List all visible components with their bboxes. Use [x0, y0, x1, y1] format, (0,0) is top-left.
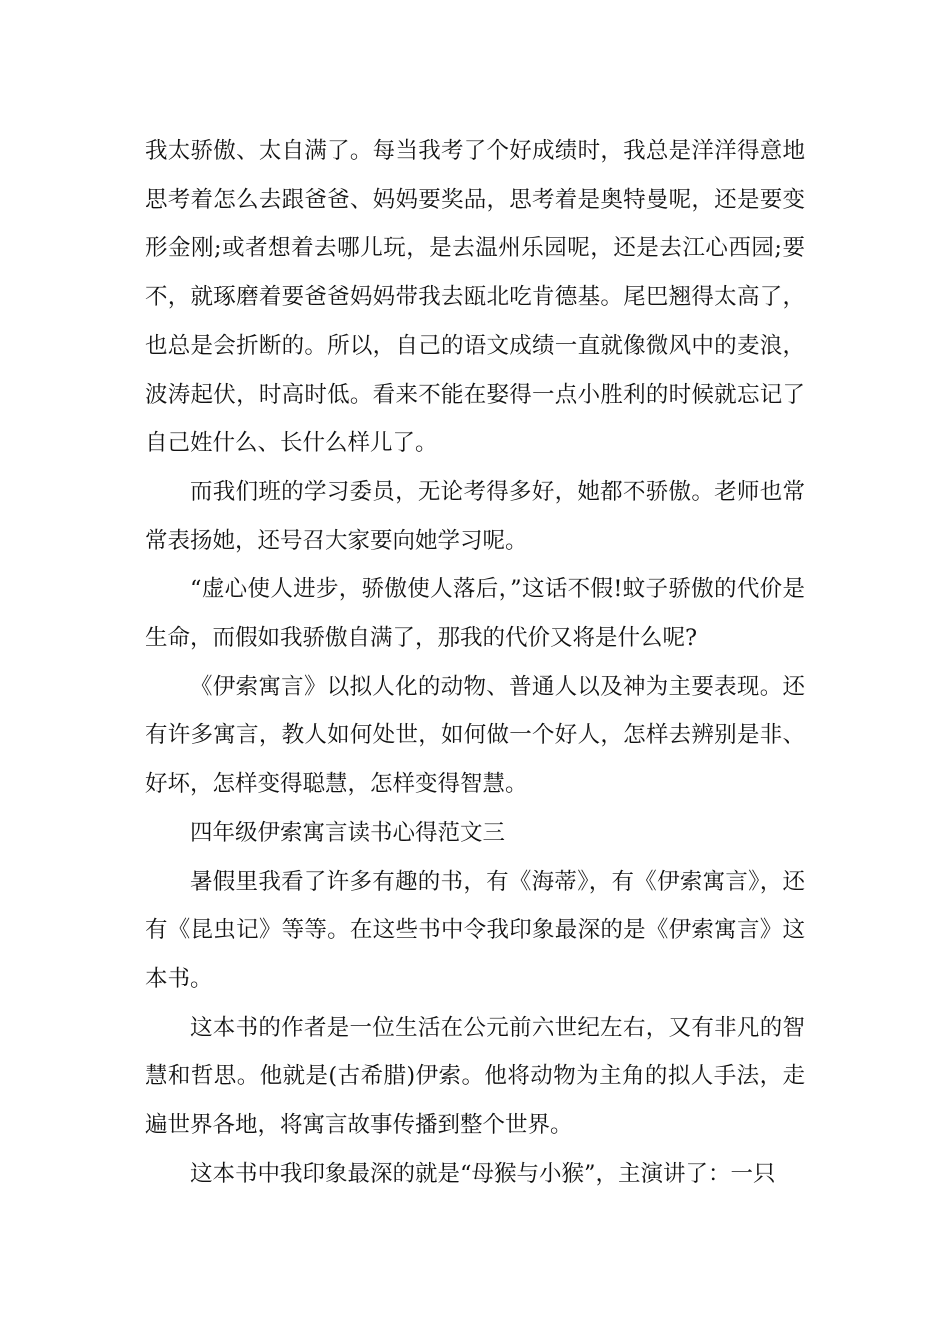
paragraph-modesty-quote: “虚心使人进步，骄傲使人落后，”这话不假!蚊子骄傲的代价是生命，而假如我骄傲自满了，那我的代价又将是什么呢?: [145, 576, 805, 652]
document-body: [145, 127, 805, 1198]
section-heading: 四年级伊索寓言读书心得范文三: [190, 819, 506, 846]
paragraph-continuation: 我太骄傲、太自满了。每当我考了个好成绩时，我总是洋洋得意地思考着怎么去跟爸爸、妈妈要奖品，思考着是奥特曼呢，还是要变形金刚;或者想着去哪儿玩，是去温州乐园呢，还是去江心西园;要不，就琢磨着要爸爸妈妈带我去瓯北吃肯德基。尾巴翘得太高了，也总是会折断的。所以，自己的语文成绩一直就像微风中的麦浪，波涛起伏，时高时低。看来不能在娶得一点小胜利的时候就忘记了自己姓什么、长什么样儿了。: [145, 138, 805, 457]
paragraph-summer-reading: 暑假里我看了许多有趣的书，有《海蒂》，有《伊索寓言》，还有《昆虫记》等等。在这些书中令我印象最深的是《伊索寓言》这本书。: [145, 868, 805, 992]
paragraph-aesop-summary: 《伊索寓言》以拟人化的动物、普通人以及神为主要表现。还有许多寓言，教人如何处世，如何做一个好人，怎样去辨别是非、好坏，怎样变得聪慧，怎样变得智慧。: [145, 673, 805, 798]
paragraph-study-committee: 而我们班的学习委员，无论考得多好，她都不骄傲。老师也常常表扬她，还号召大家要向她学习呢。: [145, 478, 805, 554]
paragraph-author: 这本书的作者是一位生活在公元前六世纪左右，又有非凡的智慧和哲思。他就是(古希腊)伊索。他将动物为主角的拟人手法，走遍世界各地，将寓言故事传播到整个世界。: [145, 1014, 805, 1139]
paragraph-monkey-story: 这本书中我印象最深的就是“母猴与小猴”，主演讲了：一只: [190, 1160, 776, 1187]
